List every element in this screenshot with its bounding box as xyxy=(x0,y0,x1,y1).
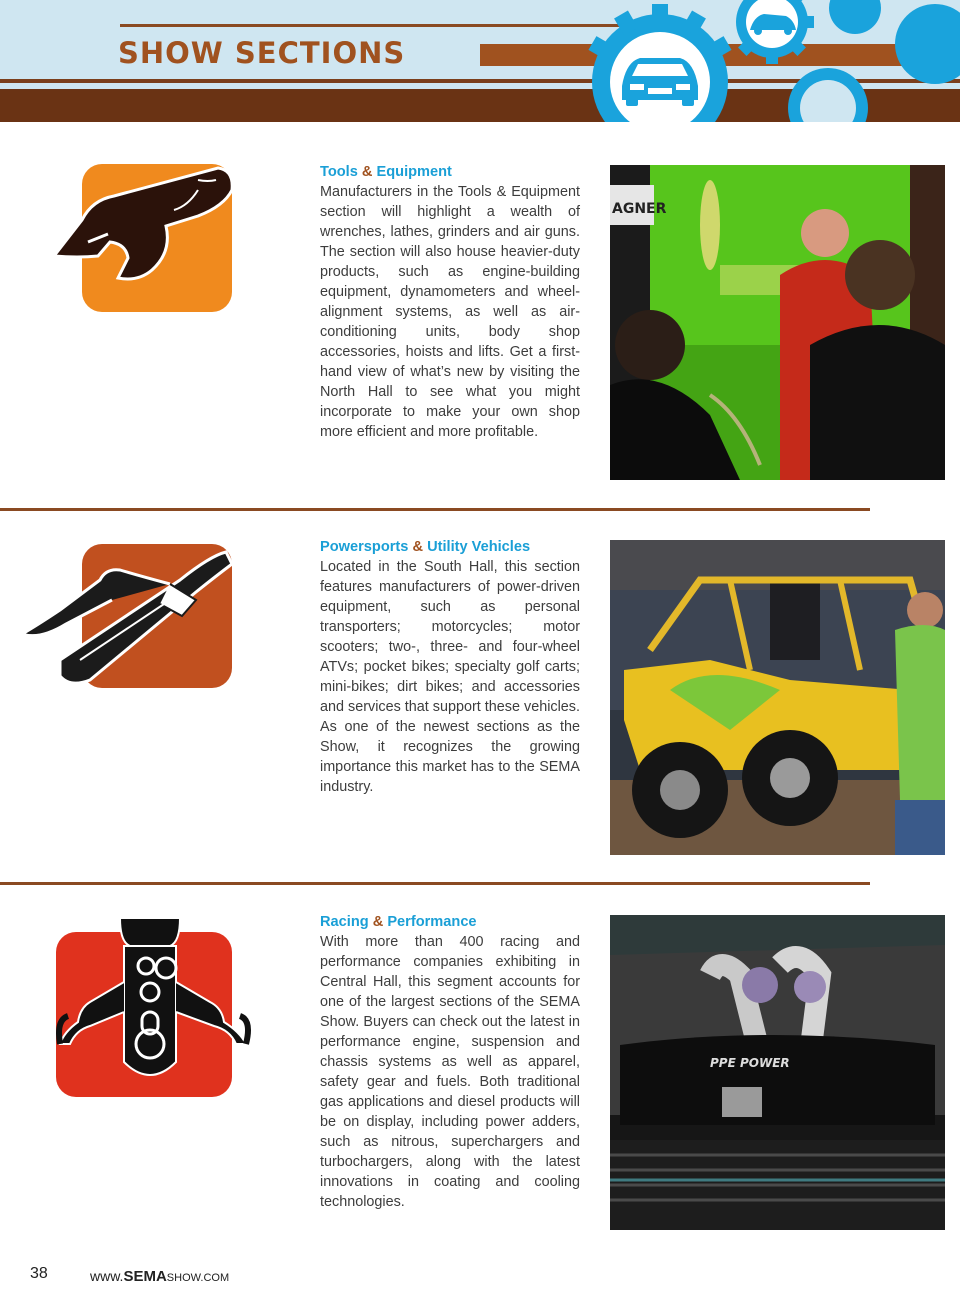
photo-sign-text: AGNER xyxy=(612,201,667,217)
url-prefix: www. xyxy=(90,1268,124,1284)
heading-part: Powersports xyxy=(320,539,409,555)
photo-tools-booth xyxy=(610,165,945,480)
heading-part: Tools xyxy=(320,164,358,180)
engine-icon xyxy=(50,912,265,1102)
page-title: SHOW SECTIONS xyxy=(118,36,406,70)
heading-amp: & xyxy=(412,539,424,555)
url-rest: SHOW.COM xyxy=(166,1272,230,1284)
throttle-handlebar-icon xyxy=(20,540,240,690)
photo-badge-text: PPE POWER xyxy=(710,1056,790,1070)
section-divider xyxy=(0,508,870,511)
wrench-icon xyxy=(48,160,238,315)
footer-url[interactable] xyxy=(90,1268,229,1285)
section-divider xyxy=(0,882,870,885)
section-heading xyxy=(320,537,580,557)
section-body: With more than 400 racing and performance companies exhibiting in Central Hall, this segment accounts for one of the largest sections of the SEMA Show. Buyers can check out the latest in performance engine, suspension and chassis systems as well as apparel, safety gear and fuels. Both traditional gas applications and diesel products will be on display, including power adders, such as nitrous, superchargers and turbochargers, along with the latest innovations in coating and cooling technologies. xyxy=(320,934,580,1210)
heading-part: Performance xyxy=(387,914,477,930)
heading-amp: & xyxy=(372,914,384,930)
section-text xyxy=(320,162,580,442)
section-body: Manufacturers in the Tools & Equipment section will highlight a wealth of wrenches, lathes, grinders and air guns. The section will also house heavier-duty products, such as engine-building equipment, dynamometers and wheel-alignment systems, as well as air-conditioning units, body shop accessories, hoists and lifts. Get a first-hand view of what’s new by visiting the North Hall to see what you might incorporate to make your own shop more efficient and more profitable. xyxy=(320,184,580,440)
section-text xyxy=(320,537,580,797)
section-heading xyxy=(320,162,580,182)
section-text xyxy=(320,912,580,1212)
heading-part: Racing xyxy=(320,914,369,930)
page-header xyxy=(0,0,960,122)
page-number: 38 xyxy=(30,1265,48,1282)
url-brand: SEMA xyxy=(123,1268,167,1285)
gears-car-icon xyxy=(560,0,960,122)
photo-utility-vehicle xyxy=(610,540,945,855)
photo-engine-bay xyxy=(610,915,945,1230)
section-heading xyxy=(320,912,580,932)
heading-amp: & xyxy=(361,164,373,180)
section-body: Located in the South Hall, this section features manufacturers of power-driven equipment, such as personal transporters; motorcycles; motor scooters; two-, three- and four-wheel ATVs; pocket bikes; specialty golf carts; mini-bikes; dirt bikes; and accessories and services that support these vehicles. As one of the newest sections as the Show, it recognizes the growing importance this market has to the SEMA industry. xyxy=(320,559,580,795)
heading-part: Utility Vehicles xyxy=(427,539,531,555)
heading-part: Equipment xyxy=(376,164,452,180)
